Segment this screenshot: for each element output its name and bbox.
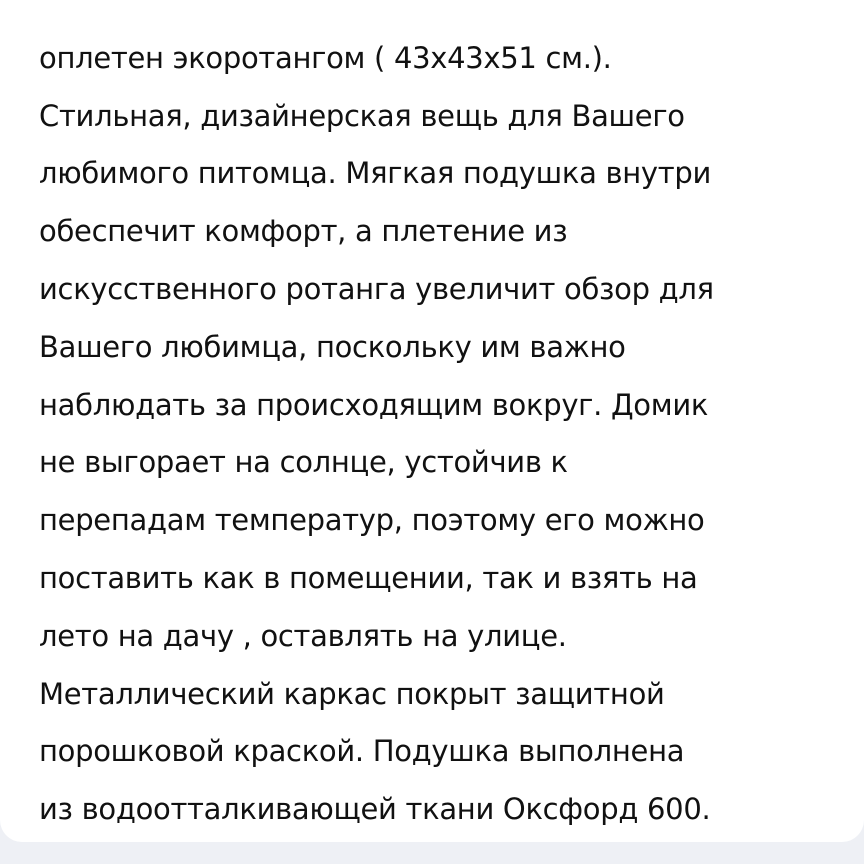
description-text bbox=[39, 0, 839, 839]
description-line: Стильная, дизайнерская вещь для Вашего bbox=[39, 98, 685, 133]
description-line: лето на дачу , оставлять на улице. bbox=[39, 618, 567, 653]
description-line: порошковой краской. Подушка выполнена bbox=[39, 734, 685, 769]
description-line: поставить как в помещении, так и взять на bbox=[39, 560, 698, 595]
description-line: обеспечит комфорт, а плетение из bbox=[39, 214, 568, 249]
description-line: не выгорает на солнце, устойчив к bbox=[39, 445, 568, 480]
description-line: из водоотталкивающей ткани Оксфорд 600. bbox=[39, 792, 711, 827]
description-line: Вашего любимца, поскольку им важно bbox=[39, 329, 626, 364]
description-line: наблюдать за происходящим вокруг. Домик bbox=[39, 387, 709, 422]
description-line: оплетен экоротангом ( 43x43x51 см.). bbox=[39, 40, 612, 75]
description-line: искусственного ротанга увеличит обзор для bbox=[39, 271, 714, 306]
description-line bbox=[39, 0, 839, 30]
description-line: Металлический каркас покрыт защитной bbox=[39, 676, 665, 711]
description-line: любимого питомца. Мягкая подушка внутри bbox=[39, 156, 712, 191]
description-line: перепадам температур, поэтому его можно bbox=[39, 503, 705, 538]
